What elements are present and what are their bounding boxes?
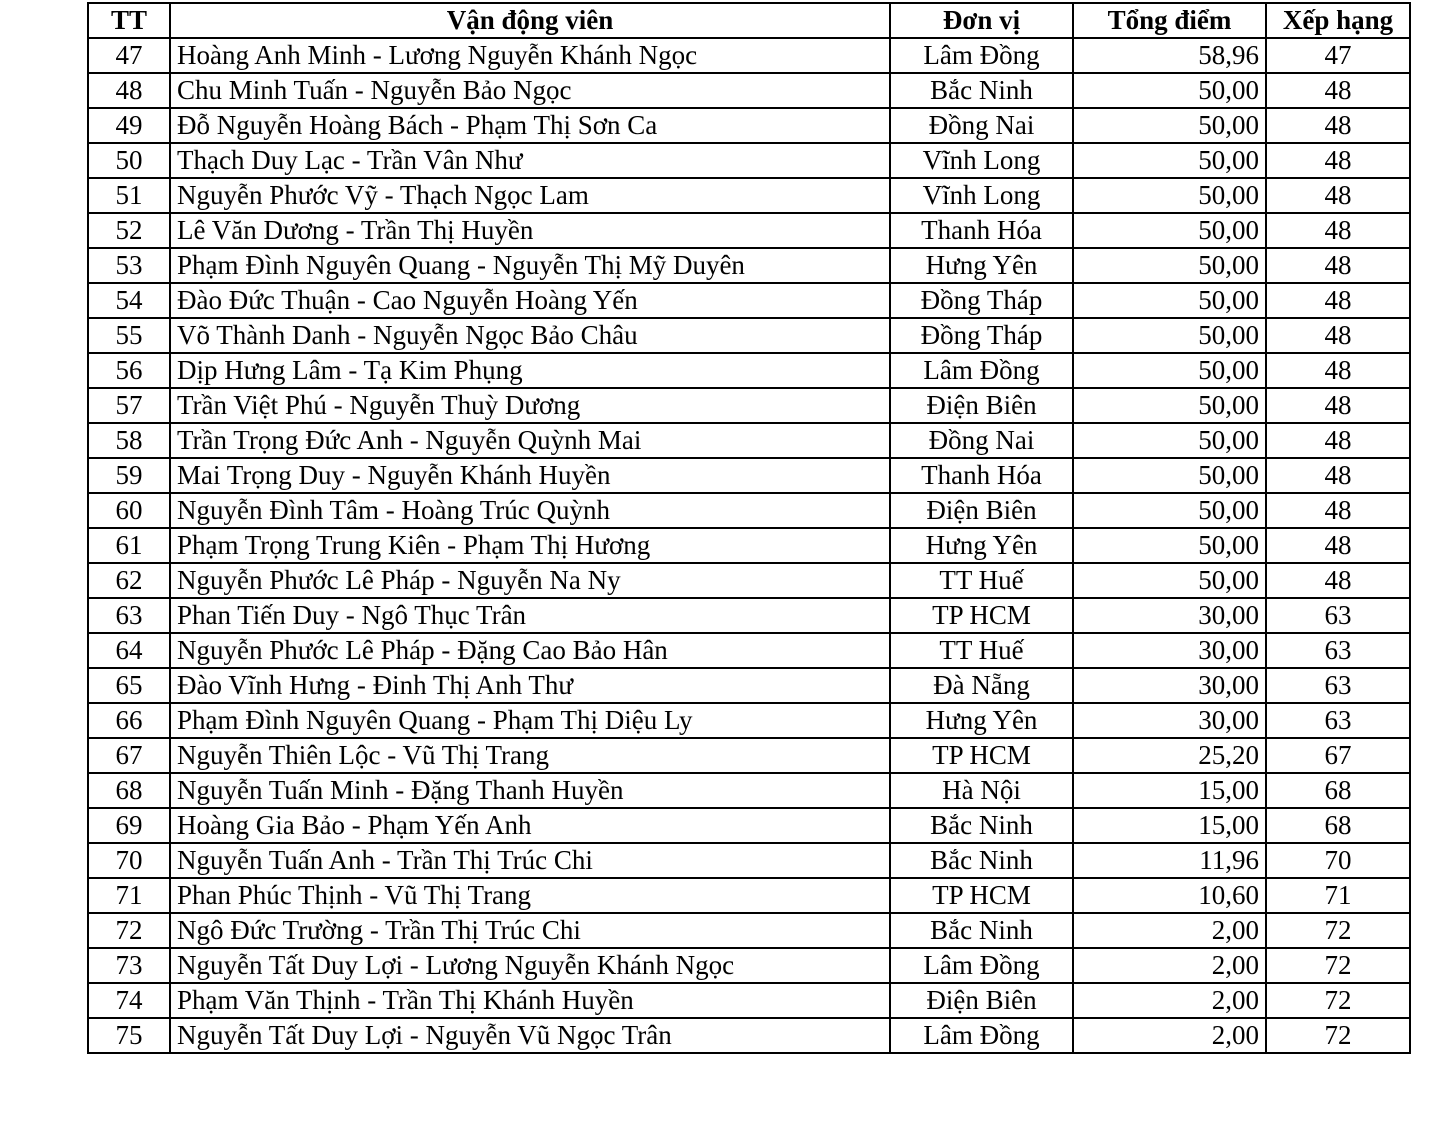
cell-rank: 48 (1266, 143, 1410, 178)
cell-unit: Đồng Nai (890, 108, 1073, 143)
header-unit: Đơn vị (890, 3, 1073, 38)
cell-rank: 70 (1266, 843, 1410, 878)
header-rank: Xếp hạng (1266, 3, 1410, 38)
cell-unit: Hà Nội (890, 773, 1073, 808)
cell-athlete: Nguyễn Phước Vỹ - Thạch Ngọc Lam (170, 178, 890, 213)
header-score: Tổng điểm (1073, 3, 1266, 38)
cell-rank: 72 (1266, 983, 1410, 1018)
cell-unit: Thanh Hóa (890, 213, 1073, 248)
cell-athlete: Nguyễn Thiên Lộc - Vũ Thị Trang (170, 738, 890, 773)
cell-athlete: Nguyễn Tuấn Anh - Trần Thị Trúc Chi (170, 843, 890, 878)
cell-tt: 75 (88, 1018, 170, 1053)
cell-tt: 48 (88, 73, 170, 108)
cell-score: 50,00 (1073, 353, 1266, 388)
cell-rank: 48 (1266, 493, 1410, 528)
cell-score: 30,00 (1073, 598, 1266, 633)
table-row (88, 178, 1410, 213)
cell-unit: Đồng Tháp (890, 318, 1073, 353)
cell-rank: 63 (1266, 703, 1410, 738)
cell-athlete: Lê Văn Dương - Trần Thị Huyền (170, 213, 890, 248)
cell-score: 50,00 (1073, 73, 1266, 108)
cell-tt: 62 (88, 563, 170, 598)
table-row (88, 213, 1410, 248)
cell-unit: Lâm Đồng (890, 38, 1073, 73)
cell-score: 50,00 (1073, 388, 1266, 423)
cell-score: 25,20 (1073, 738, 1266, 773)
cell-rank: 72 (1266, 948, 1410, 983)
table-row (88, 283, 1410, 318)
cell-rank: 72 (1266, 1018, 1410, 1053)
cell-athlete: Nguyễn Tất Duy Lợi - Lương Nguyễn Khánh Ngọc (170, 948, 890, 983)
table-row (88, 633, 1410, 668)
cell-athlete: Trần Việt Phú - Nguyễn Thuỳ Dương (170, 388, 890, 423)
cell-tt: 53 (88, 248, 170, 283)
cell-rank: 48 (1266, 563, 1410, 598)
cell-tt: 55 (88, 318, 170, 353)
cell-tt: 70 (88, 843, 170, 878)
table-body (88, 38, 1410, 1053)
cell-rank: 48 (1266, 388, 1410, 423)
cell-athlete: Đào Vĩnh Hưng - Đinh Thị Anh Thư (170, 668, 890, 703)
table-row (88, 73, 1410, 108)
cell-unit: TP HCM (890, 738, 1073, 773)
cell-tt: 57 (88, 388, 170, 423)
table-row (88, 703, 1410, 738)
cell-score: 2,00 (1073, 913, 1266, 948)
cell-athlete: Hoàng Anh Minh - Lương Nguyễn Khánh Ngọc (170, 38, 890, 73)
cell-tt: 72 (88, 913, 170, 948)
cell-rank: 47 (1266, 38, 1410, 73)
header-athlete: Vận động viên (170, 3, 890, 38)
table-row (88, 983, 1410, 1018)
cell-rank: 48 (1266, 423, 1410, 458)
cell-athlete: Dịp Hưng Lâm - Tạ Kim Phụng (170, 353, 890, 388)
cell-athlete: Đào Đức Thuận - Cao Nguyễn Hoàng Yến (170, 283, 890, 318)
cell-athlete: Võ Thành Danh - Nguyễn Ngọc Bảo Châu (170, 318, 890, 353)
cell-score: 50,00 (1073, 248, 1266, 283)
table-row (88, 563, 1410, 598)
cell-tt: 63 (88, 598, 170, 633)
cell-score: 2,00 (1073, 1018, 1266, 1053)
cell-tt: 59 (88, 458, 170, 493)
cell-score: 10,60 (1073, 878, 1266, 913)
cell-tt: 58 (88, 423, 170, 458)
cell-tt: 50 (88, 143, 170, 178)
cell-rank: 48 (1266, 73, 1410, 108)
cell-rank: 67 (1266, 738, 1410, 773)
cell-score: 30,00 (1073, 668, 1266, 703)
cell-tt: 54 (88, 283, 170, 318)
table-row (88, 668, 1410, 703)
cell-score: 15,00 (1073, 773, 1266, 808)
table-row (88, 738, 1410, 773)
cell-tt: 49 (88, 108, 170, 143)
cell-score: 15,00 (1073, 808, 1266, 843)
table-row (88, 598, 1410, 633)
cell-athlete: Đỗ Nguyễn Hoàng Bách - Phạm Thị Sơn Ca (170, 108, 890, 143)
cell-tt: 71 (88, 878, 170, 913)
cell-athlete: Trần Trọng Đức Anh - Nguyễn Quỳnh Mai (170, 423, 890, 458)
cell-unit: Lâm Đồng (890, 1018, 1073, 1053)
table-row (88, 318, 1410, 353)
table-row (88, 773, 1410, 808)
cell-rank: 48 (1266, 213, 1410, 248)
results-table (87, 2, 1411, 1054)
cell-unit: TT Huế (890, 563, 1073, 598)
cell-athlete: Nguyễn Tuấn Minh - Đặng Thanh Huyền (170, 773, 890, 808)
cell-unit: Hưng Yên (890, 703, 1073, 738)
cell-score: 30,00 (1073, 703, 1266, 738)
cell-rank: 63 (1266, 598, 1410, 633)
cell-tt: 52 (88, 213, 170, 248)
cell-rank: 48 (1266, 283, 1410, 318)
cell-unit: Bắc Ninh (890, 843, 1073, 878)
cell-unit: Lâm Đồng (890, 353, 1073, 388)
cell-athlete: Phạm Văn Thịnh - Trần Thị Khánh Huyền (170, 983, 890, 1018)
cell-score: 50,00 (1073, 143, 1266, 178)
table-row (88, 353, 1410, 388)
cell-score: 50,00 (1073, 318, 1266, 353)
table-row (88, 108, 1410, 143)
cell-rank: 72 (1266, 913, 1410, 948)
cell-unit: Bắc Ninh (890, 913, 1073, 948)
cell-unit: Lâm Đồng (890, 948, 1073, 983)
table-row (88, 388, 1410, 423)
cell-tt: 47 (88, 38, 170, 73)
cell-score: 50,00 (1073, 108, 1266, 143)
cell-unit: Điện Biên (890, 493, 1073, 528)
cell-score: 50,00 (1073, 528, 1266, 563)
cell-score: 50,00 (1073, 178, 1266, 213)
cell-athlete: Nguyễn Đình Tâm - Hoàng Trúc Quỳnh (170, 493, 890, 528)
cell-tt: 64 (88, 633, 170, 668)
cell-athlete: Nguyễn Phước Lê Pháp - Đặng Cao Bảo Hân (170, 633, 890, 668)
table-row (88, 38, 1410, 73)
table-row (88, 808, 1410, 843)
cell-score: 2,00 (1073, 983, 1266, 1018)
cell-unit: Bắc Ninh (890, 808, 1073, 843)
cell-unit: Hưng Yên (890, 528, 1073, 563)
cell-rank: 48 (1266, 458, 1410, 493)
cell-rank: 48 (1266, 178, 1410, 213)
cell-athlete: Phạm Trọng Trung Kiên - Phạm Thị Hương (170, 528, 890, 563)
cell-score: 58,96 (1073, 38, 1266, 73)
cell-tt: 68 (88, 773, 170, 808)
header-tt: TT (88, 3, 170, 38)
table-row (88, 843, 1410, 878)
cell-unit: Đà Nẵng (890, 668, 1073, 703)
cell-rank: 63 (1266, 633, 1410, 668)
cell-tt: 56 (88, 353, 170, 388)
table-row (88, 423, 1410, 458)
table-header (88, 3, 1410, 38)
cell-unit: Điện Biên (890, 983, 1073, 1018)
cell-rank: 48 (1266, 248, 1410, 283)
cell-athlete: Phan Tiến Duy - Ngô Thục Trân (170, 598, 890, 633)
cell-score: 30,00 (1073, 633, 1266, 668)
cell-score: 50,00 (1073, 423, 1266, 458)
cell-unit: Vĩnh Long (890, 178, 1073, 213)
cell-athlete: Phan Phúc Thịnh - Vũ Thị Trang (170, 878, 890, 913)
cell-athlete: Nguyễn Phước Lê Pháp - Nguyễn Na Ny (170, 563, 890, 598)
cell-unit: TP HCM (890, 598, 1073, 633)
table-row (88, 878, 1410, 913)
cell-tt: 69 (88, 808, 170, 843)
cell-rank: 48 (1266, 108, 1410, 143)
cell-tt: 67 (88, 738, 170, 773)
table-row (88, 493, 1410, 528)
cell-unit: Đồng Nai (890, 423, 1073, 458)
cell-score: 50,00 (1073, 493, 1266, 528)
cell-unit: Thanh Hóa (890, 458, 1073, 493)
cell-score: 11,96 (1073, 843, 1266, 878)
cell-rank: 48 (1266, 353, 1410, 388)
cell-score: 50,00 (1073, 563, 1266, 598)
cell-rank: 68 (1266, 773, 1410, 808)
cell-unit: TP HCM (890, 878, 1073, 913)
cell-tt: 74 (88, 983, 170, 1018)
cell-rank: 71 (1266, 878, 1410, 913)
cell-tt: 73 (88, 948, 170, 983)
cell-athlete: Chu Minh Tuấn - Nguyễn Bảo Ngọc (170, 73, 890, 108)
cell-tt: 66 (88, 703, 170, 738)
cell-athlete: Phạm Đình Nguyên Quang - Nguyễn Thị Mỹ Duyên (170, 248, 890, 283)
cell-score: 2,00 (1073, 948, 1266, 983)
cell-athlete: Nguyễn Tất Duy Lợi - Nguyễn Vũ Ngọc Trân (170, 1018, 890, 1053)
cell-tt: 61 (88, 528, 170, 563)
cell-athlete: Phạm Đình Nguyên Quang - Phạm Thị Diệu Ly (170, 703, 890, 738)
cell-athlete: Ngô Đức Trường - Trần Thị Trúc Chi (170, 913, 890, 948)
cell-unit: Đồng Tháp (890, 283, 1073, 318)
table-row (88, 1018, 1410, 1053)
cell-athlete: Mai Trọng Duy - Nguyễn Khánh Huyền (170, 458, 890, 493)
cell-rank: 68 (1266, 808, 1410, 843)
cell-score: 50,00 (1073, 458, 1266, 493)
cell-athlete: Thạch Duy Lạc - Trần Vân Như (170, 143, 890, 178)
table-row (88, 458, 1410, 493)
cell-tt: 51 (88, 178, 170, 213)
table-row (88, 913, 1410, 948)
cell-unit: Vĩnh Long (890, 143, 1073, 178)
table-row (88, 528, 1410, 563)
cell-tt: 60 (88, 493, 170, 528)
cell-unit: Hưng Yên (890, 248, 1073, 283)
cell-rank: 63 (1266, 668, 1410, 703)
cell-unit: Điện Biên (890, 388, 1073, 423)
cell-tt: 65 (88, 668, 170, 703)
cell-rank: 48 (1266, 318, 1410, 353)
header-row (88, 3, 1410, 38)
cell-score: 50,00 (1073, 283, 1266, 318)
cell-unit: Bắc Ninh (890, 73, 1073, 108)
cell-rank: 48 (1266, 528, 1410, 563)
table-row (88, 248, 1410, 283)
table-row (88, 948, 1410, 983)
table-row (88, 143, 1410, 178)
cell-score: 50,00 (1073, 213, 1266, 248)
cell-athlete: Hoàng Gia Bảo - Phạm Yến Anh (170, 808, 890, 843)
cell-unit: TT Huế (890, 633, 1073, 668)
